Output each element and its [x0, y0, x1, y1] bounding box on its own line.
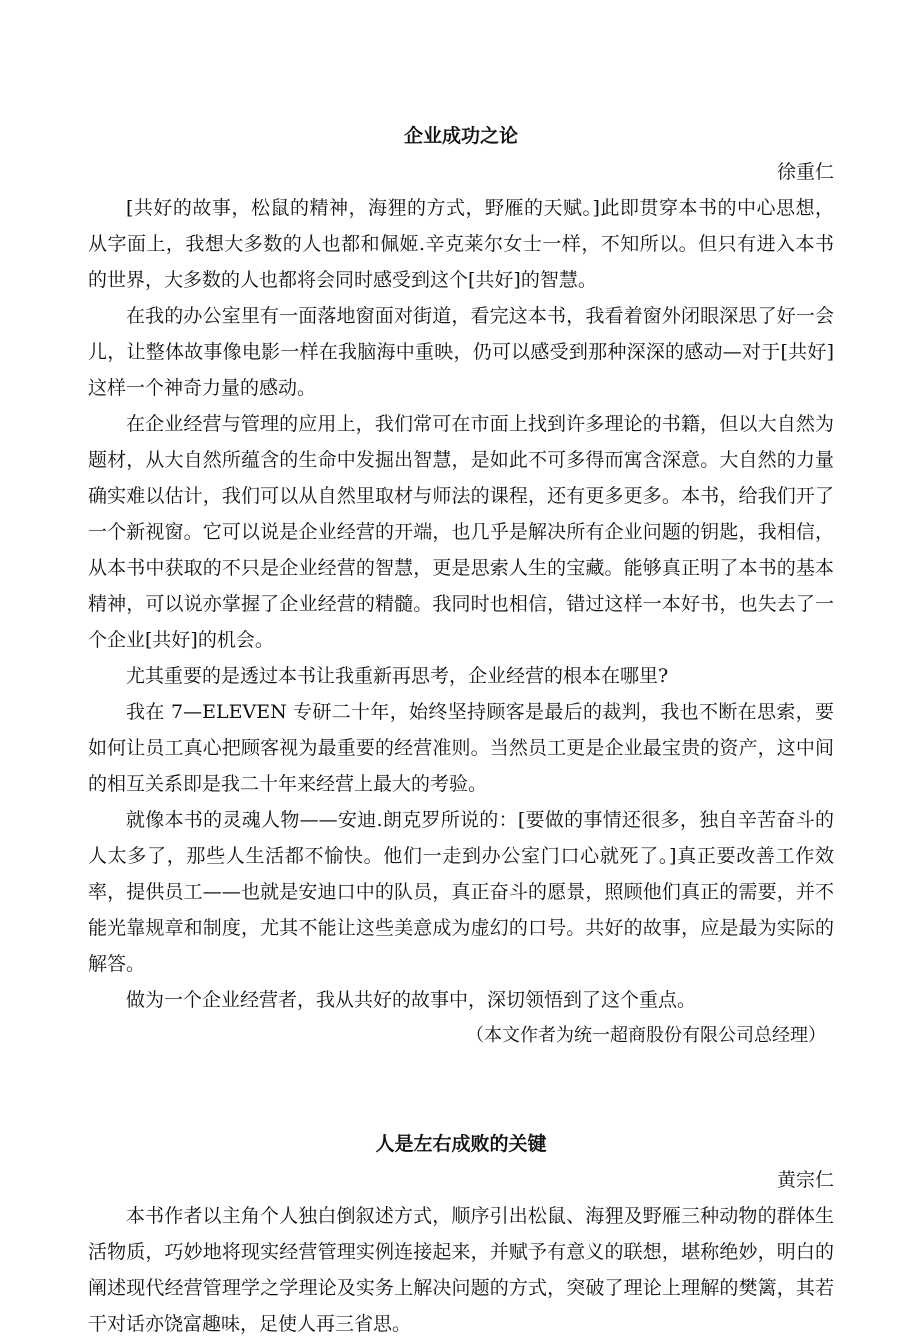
article-1-author-note: （本文作者为统一超商股份有限公司总经理）	[466, 1025, 826, 1046]
article-2-author: 黄宗仁	[776, 1169, 834, 1191]
article-1-paragraph-7: 做为一个企业经营者，我从共好的故事中，深切领悟到了这个重点。	[126, 989, 697, 1011]
article-1-title: 企业成功之论	[403, 125, 518, 147]
article-1-paragraph-2: 在我的办公室里有一面落地窗面对街道，看完这本书，我看着窗外闭眼深思了好一会儿，让整体故事像电影一样在我脑海中重映，仍可以感受到那种深深的感动—对于[共好]这样一个神奇力量的感动。	[88, 305, 834, 399]
article-1-paragraph-1: [共好的故事，松鼠的精神，海狸的方式，野雁的天赋。]此即贯穿本书的中心思想，从字面上，我想大多数的人也都和佩姬.辛克莱尔女士一样，不知所以。但只有进入本书的世界，大多数的人也都将会同时感受到这个[共好]的智慧。	[88, 197, 834, 291]
article-2-paragraph-1: 本书作者以主角个人独白倒叙述方式，顺序引出松鼠、海狸及野雁三种动物的群体生活物质，巧妙地将现实经营管理实例连接起来，并赋予有意义的联想，堪称绝妙，明白的阐述现代经营管理学之学理论及实务上解决问题的方式，突破了理论上理解的樊篱，其若干对话亦饶富趣味，足使人再三省思。	[88, 1205, 834, 1335]
article-1-paragraph-4: 尤其重要的是透过本书让我重新再思考，企业经营的根本在哪里?	[126, 665, 669, 687]
article-1-paragraph-3: 在企业经营与管理的应用上，我们常可在市面上找到许多理论的书籍，但以大自然为题材，从大自然所蕴含的生命中发掘出智慧，是如此不可多得而寓含深意。大自然的力量确实难以估计，我们可以从自然里取材与师法的课程，还有更多更多。本书，给我们开了一个新视窗。它可以说是企业经营的开端，也几乎是解决所有企业问题的钥匙，我相信，从本书中获取的不只是企业经营的智慧，更是思索人生的宝藏。能够真正明了本书的基本精神，可以说亦掌握了企业经营的精髓。我同时也相信，错过这样一本好书，也失去了一个企业[共好]的机会。	[88, 413, 834, 651]
section-spacer	[88, 1054, 834, 1126]
article-2-title: 人是左右成败的关键	[375, 1133, 547, 1155]
article-1-paragraph-6: 就像本书的灵魂人物——安迪.朗克罗所说的：[要做的事情还很多，独自辛苦奋斗的人太多了，那些人生活都不愉快。他们一走到办公室门口心就死了。]真正要改善工作效率，提供员工——也就是安迪口中的队员，真正奋斗的愿景，照顾他们真正的需要，并不能光靠规章和制度，尤其不能让这些美意成为虚幻的口号。共好的故事，应是最为实际的解答。	[88, 809, 834, 975]
article-1-paragraph-5: 我在 7—ELEVEN 专研二十年，始终坚持顾客是最后的裁判，我也不断在思索，要如何让员工真心把顾客视为最重要的经营准则。当然员工更是企业最宝贵的资产，这中间的相互关系即是我二十年来经营上最大的考验。	[88, 701, 834, 795]
article-1-author: 徐重仁	[776, 161, 834, 183]
document-page	[88, 118, 834, 1342]
